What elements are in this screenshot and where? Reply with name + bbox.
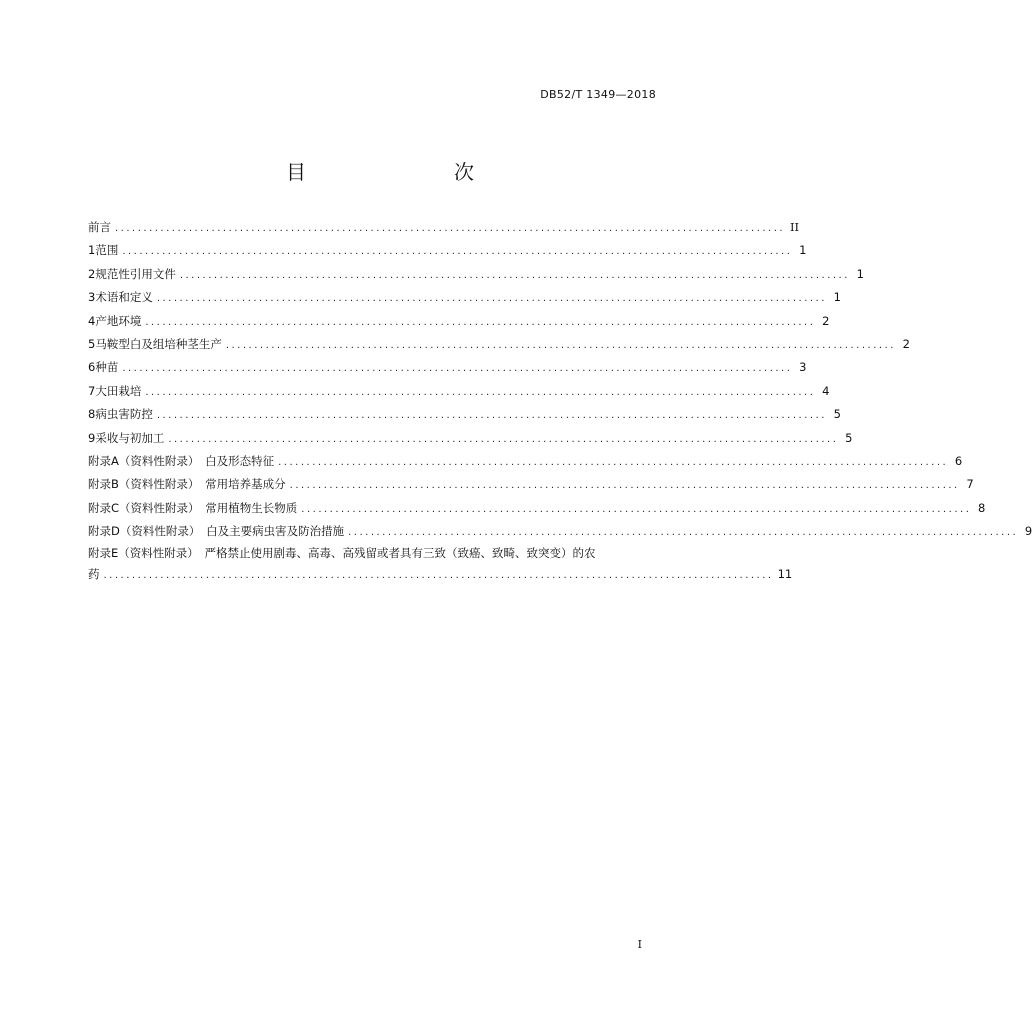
toc-entry-label: 附录A（资料性附录） 白及形态特征	[88, 453, 275, 468]
toc-leader-dots: ......................................................................................................................	[122, 363, 793, 375]
toc-entry-label: 产地环境	[95, 313, 142, 328]
toc-entry-3[interactable]	[88, 286, 841, 309]
toc-leader-dots: ......................................................................................................................	[145, 316, 816, 328]
toc-entry-page: 11	[777, 567, 793, 582]
toc-entry-label: 前言	[88, 220, 111, 234]
toc-leader-dots: ......................................................................................................................	[225, 339, 896, 351]
toc-entry-page: 5	[845, 430, 853, 445]
toc-entry-appendix-b[interactable]	[88, 473, 974, 496]
toc-entry-label: 附录C（资料性附录） 常用植物生长物质	[88, 500, 298, 515]
toc-entry-page: II	[790, 220, 800, 234]
toc-entry-appendix-a[interactable]	[88, 450, 963, 473]
toc-entry-1[interactable]	[88, 239, 807, 262]
toc-entry-label: 范围	[95, 243, 119, 258]
toc-entry-continuation	[88, 563, 793, 586]
footer-page-number: I	[637, 938, 642, 951]
toc-leader-dots: ......................................................................................................................	[122, 246, 793, 258]
toc-entry-page: 4	[822, 383, 830, 398]
toc-entry-number: 3	[88, 290, 96, 305]
toc-entry-label: 大田栽培	[95, 383, 142, 398]
toc-entry-page: 2	[822, 313, 830, 328]
toc-entry-appendix-e[interactable]	[88, 543, 793, 586]
toc-entry-label: 规范性引用文件	[95, 266, 176, 281]
toc-entry-page: 1	[833, 290, 841, 305]
toc-entry-page: 2	[902, 336, 910, 351]
toc-entry-5[interactable]	[88, 333, 910, 356]
toc-entry-label: 马鞍型白及组培种茎生产	[95, 336, 222, 351]
toc-entry-9[interactable]	[88, 427, 853, 450]
toc-entry-4[interactable]	[88, 310, 830, 333]
toc-leader-dots: ......................................................................................................................	[289, 480, 960, 492]
toc-entry-page: 3	[799, 360, 807, 375]
toc-entry-number: 5	[88, 336, 96, 351]
toc-entry-number: 6	[88, 360, 96, 375]
toc-leader-dots: ......................................................................................................................	[348, 527, 1019, 539]
toc-entry-label: 术语和定义	[95, 290, 153, 305]
toc-entry-preface[interactable]	[88, 216, 800, 239]
toc-entry-number: 9	[88, 430, 96, 445]
toc-entry-number: 7	[88, 383, 96, 398]
toc-entry-label: 种苗	[95, 360, 119, 375]
toc-entry-label-line1: 附录E（资料性附录） 严格禁止使用剧毒、高毒、高残留或者具有三致（致癌、致畸、致突变）的农	[88, 546, 596, 561]
toc-leader-dots: ......................................................................................................................	[115, 223, 786, 234]
toc-leader-dots: ......................................................................................................................	[156, 293, 827, 305]
toc-entry-7[interactable]	[88, 380, 830, 403]
toc-leader-dots: ......................................................................................................................	[156, 410, 827, 422]
toc-entry-number: 2	[88, 266, 96, 281]
toc-entry-page: 6	[954, 453, 963, 468]
standard-code: DB52/T 1349—2018	[540, 88, 656, 101]
toc-leader-dots: ......................................................................................................................	[168, 433, 839, 445]
table-of-contents	[88, 216, 1032, 587]
toc-entry-label: 附录D（资料性附录） 白及主要病虫害及防治措施	[88, 524, 345, 539]
toc-entry-page: 5	[833, 407, 841, 422]
toc-leader-dots: ......................................................................................................................	[301, 503, 972, 515]
toc-entry-page: 1	[799, 243, 807, 258]
toc-entry-appendix-d[interactable]	[88, 520, 1032, 543]
toc-entry-page: 1	[856, 266, 864, 281]
toc-entry-page: 8	[978, 500, 986, 515]
toc-leader-dots: ......................................................................................................................	[278, 456, 949, 468]
toc-entry-6[interactable]	[88, 356, 807, 379]
toc-leader-dots: ......................................................................................................................	[145, 386, 816, 398]
toc-entry-number: 1	[88, 243, 96, 258]
toc-entry-label: 采收与初加工	[95, 430, 165, 445]
toc-entry-label: 病虫害防控	[95, 407, 153, 422]
toc-entry-appendix-c[interactable]	[88, 497, 986, 520]
toc-entry-2[interactable]	[88, 263, 864, 286]
toc-entry-number: 8	[88, 407, 96, 422]
toc-entry-page: 9	[1024, 524, 1032, 539]
page-title: 目 次	[286, 160, 510, 184]
toc-entry-number: 4	[88, 313, 96, 328]
toc-entry-page: 7	[966, 477, 974, 492]
toc-entry-label: 附录B（资料性附录） 常用培养基成分	[88, 477, 286, 492]
toc-leader-dots: ......................................................................................................................	[103, 570, 774, 582]
toc-entry-8[interactable]	[88, 403, 841, 426]
toc-leader-dots: ......................................................................................................................	[179, 269, 850, 281]
toc-entry-label-line2: 药	[88, 567, 100, 582]
